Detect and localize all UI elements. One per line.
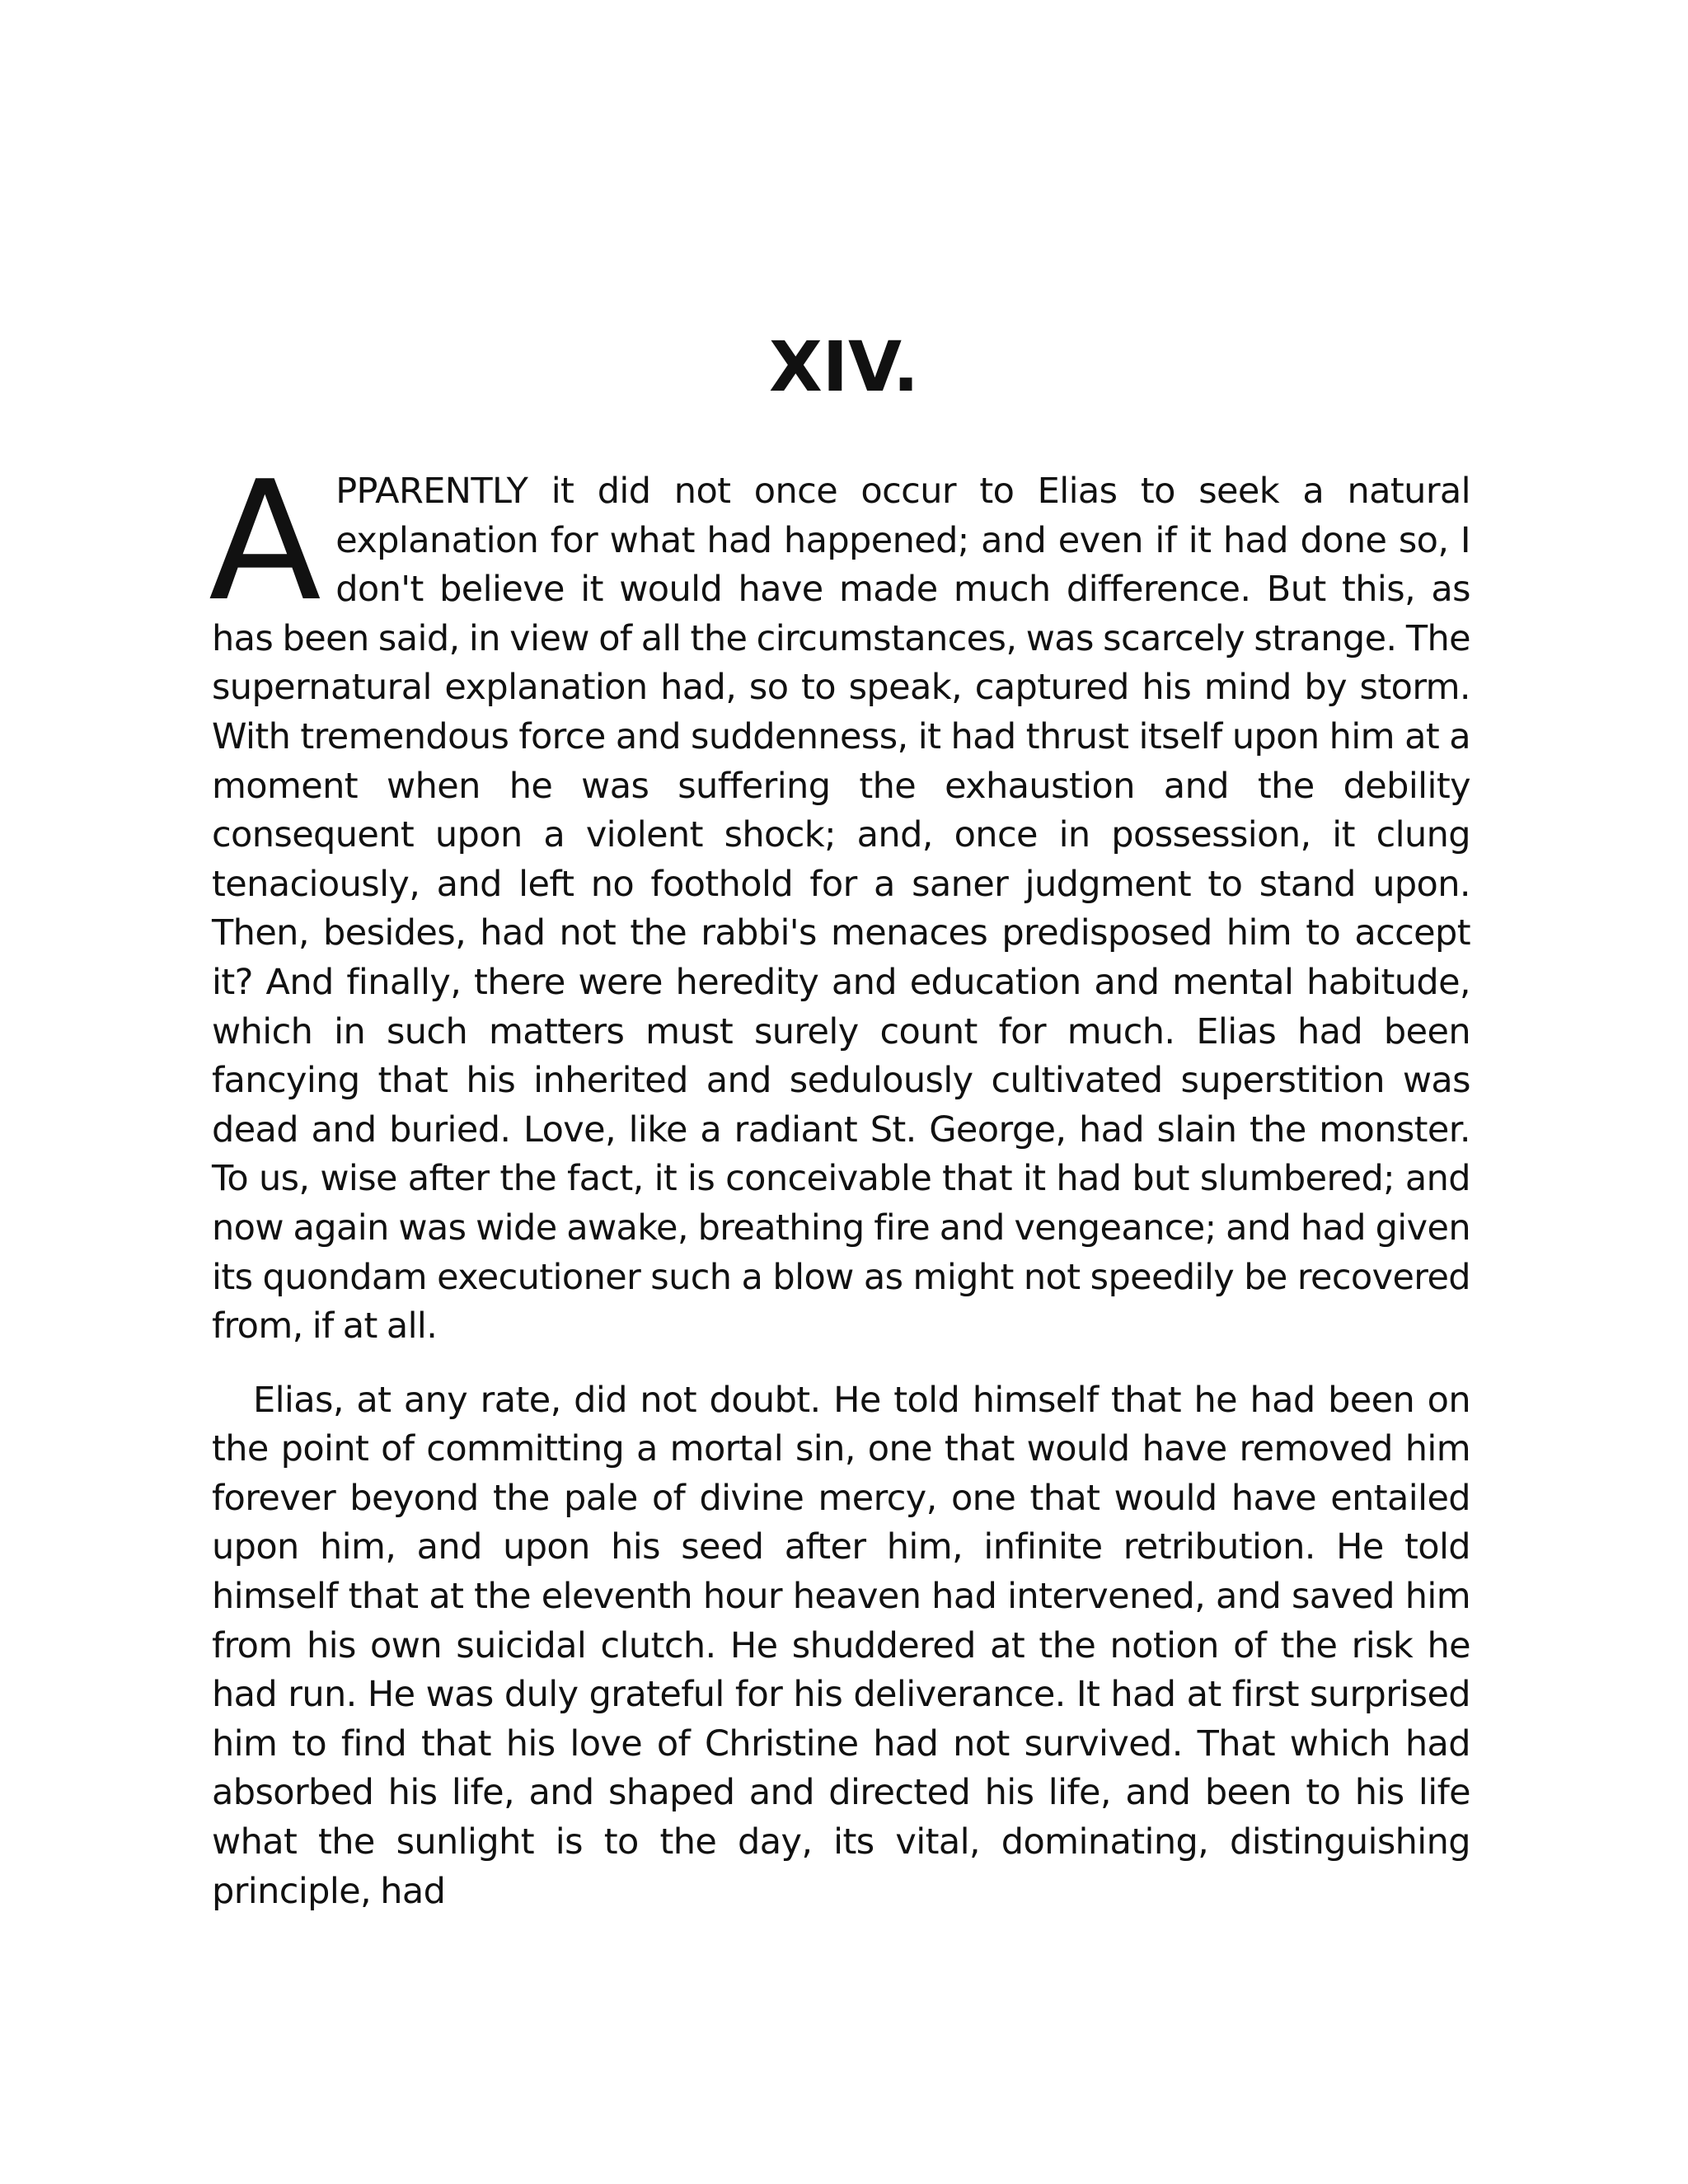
- paragraph-text: PPARENTLY it did not once occur to Elias to seek a natural explanation for what had happened; and even if it had done so, I don't believe it would have made much difference. But this, as has been said, in view of all the circumstances, was scarcely strange. The supernatural explanation had, so to speak, captured his mind by storm. With tremendous force and suddenness, it had thrust itself upon him at a moment when he was suffering the exhaustion and the debility consequent upon a violent shock; and, once in possession, it clung tenaciously, and left no foothold for a saner judgment to stand upon. Then, besides, had not the rabbi's menaces predisposed him to accept it? And finally, there were heredity and education and mental habitude, which in such matters must surely count for much. Elias had been fancying that his inherited and sedulously cultivated superstition was dead and buried. Love, like a radiant St. George, had slain the monster. To us, wise after the fact, it is conceivable that it had but slumbered; and now again was wide awake, breathing fire and vengeance; and had given its quondam executioner such a blow as might not speedily be recovered from, if at all.: [212, 471, 1470, 1347]
- chapter-title: XIV.: [768, 326, 920, 407]
- paragraph: [209, 446, 1470, 1352]
- drop-cap: A: [209, 446, 321, 638]
- body-text: [209, 446, 1470, 1916]
- paragraph: Elias, at any rate, did not doubt. He told himself that he had been on the point of committing a mortal sin, one that would have removed him forever beyond the pale of divine mercy, one that would have entailed upon him, and upon his seed after him, infinite retribution. He told himself that at the eleventh hour heaven had intervened, and saved him from his own suicidal clutch. He shuddered at the notion of the risk he had run. He was duly grateful for his deliverance. It had at first surprised him to find that his love of Christine had not survived. That which had absorbed his life, and shaped and directed his life, and been to his life what the sunlight is to the day, its vital, dominating, distinguishing principle, had: [212, 1379, 1470, 1912]
